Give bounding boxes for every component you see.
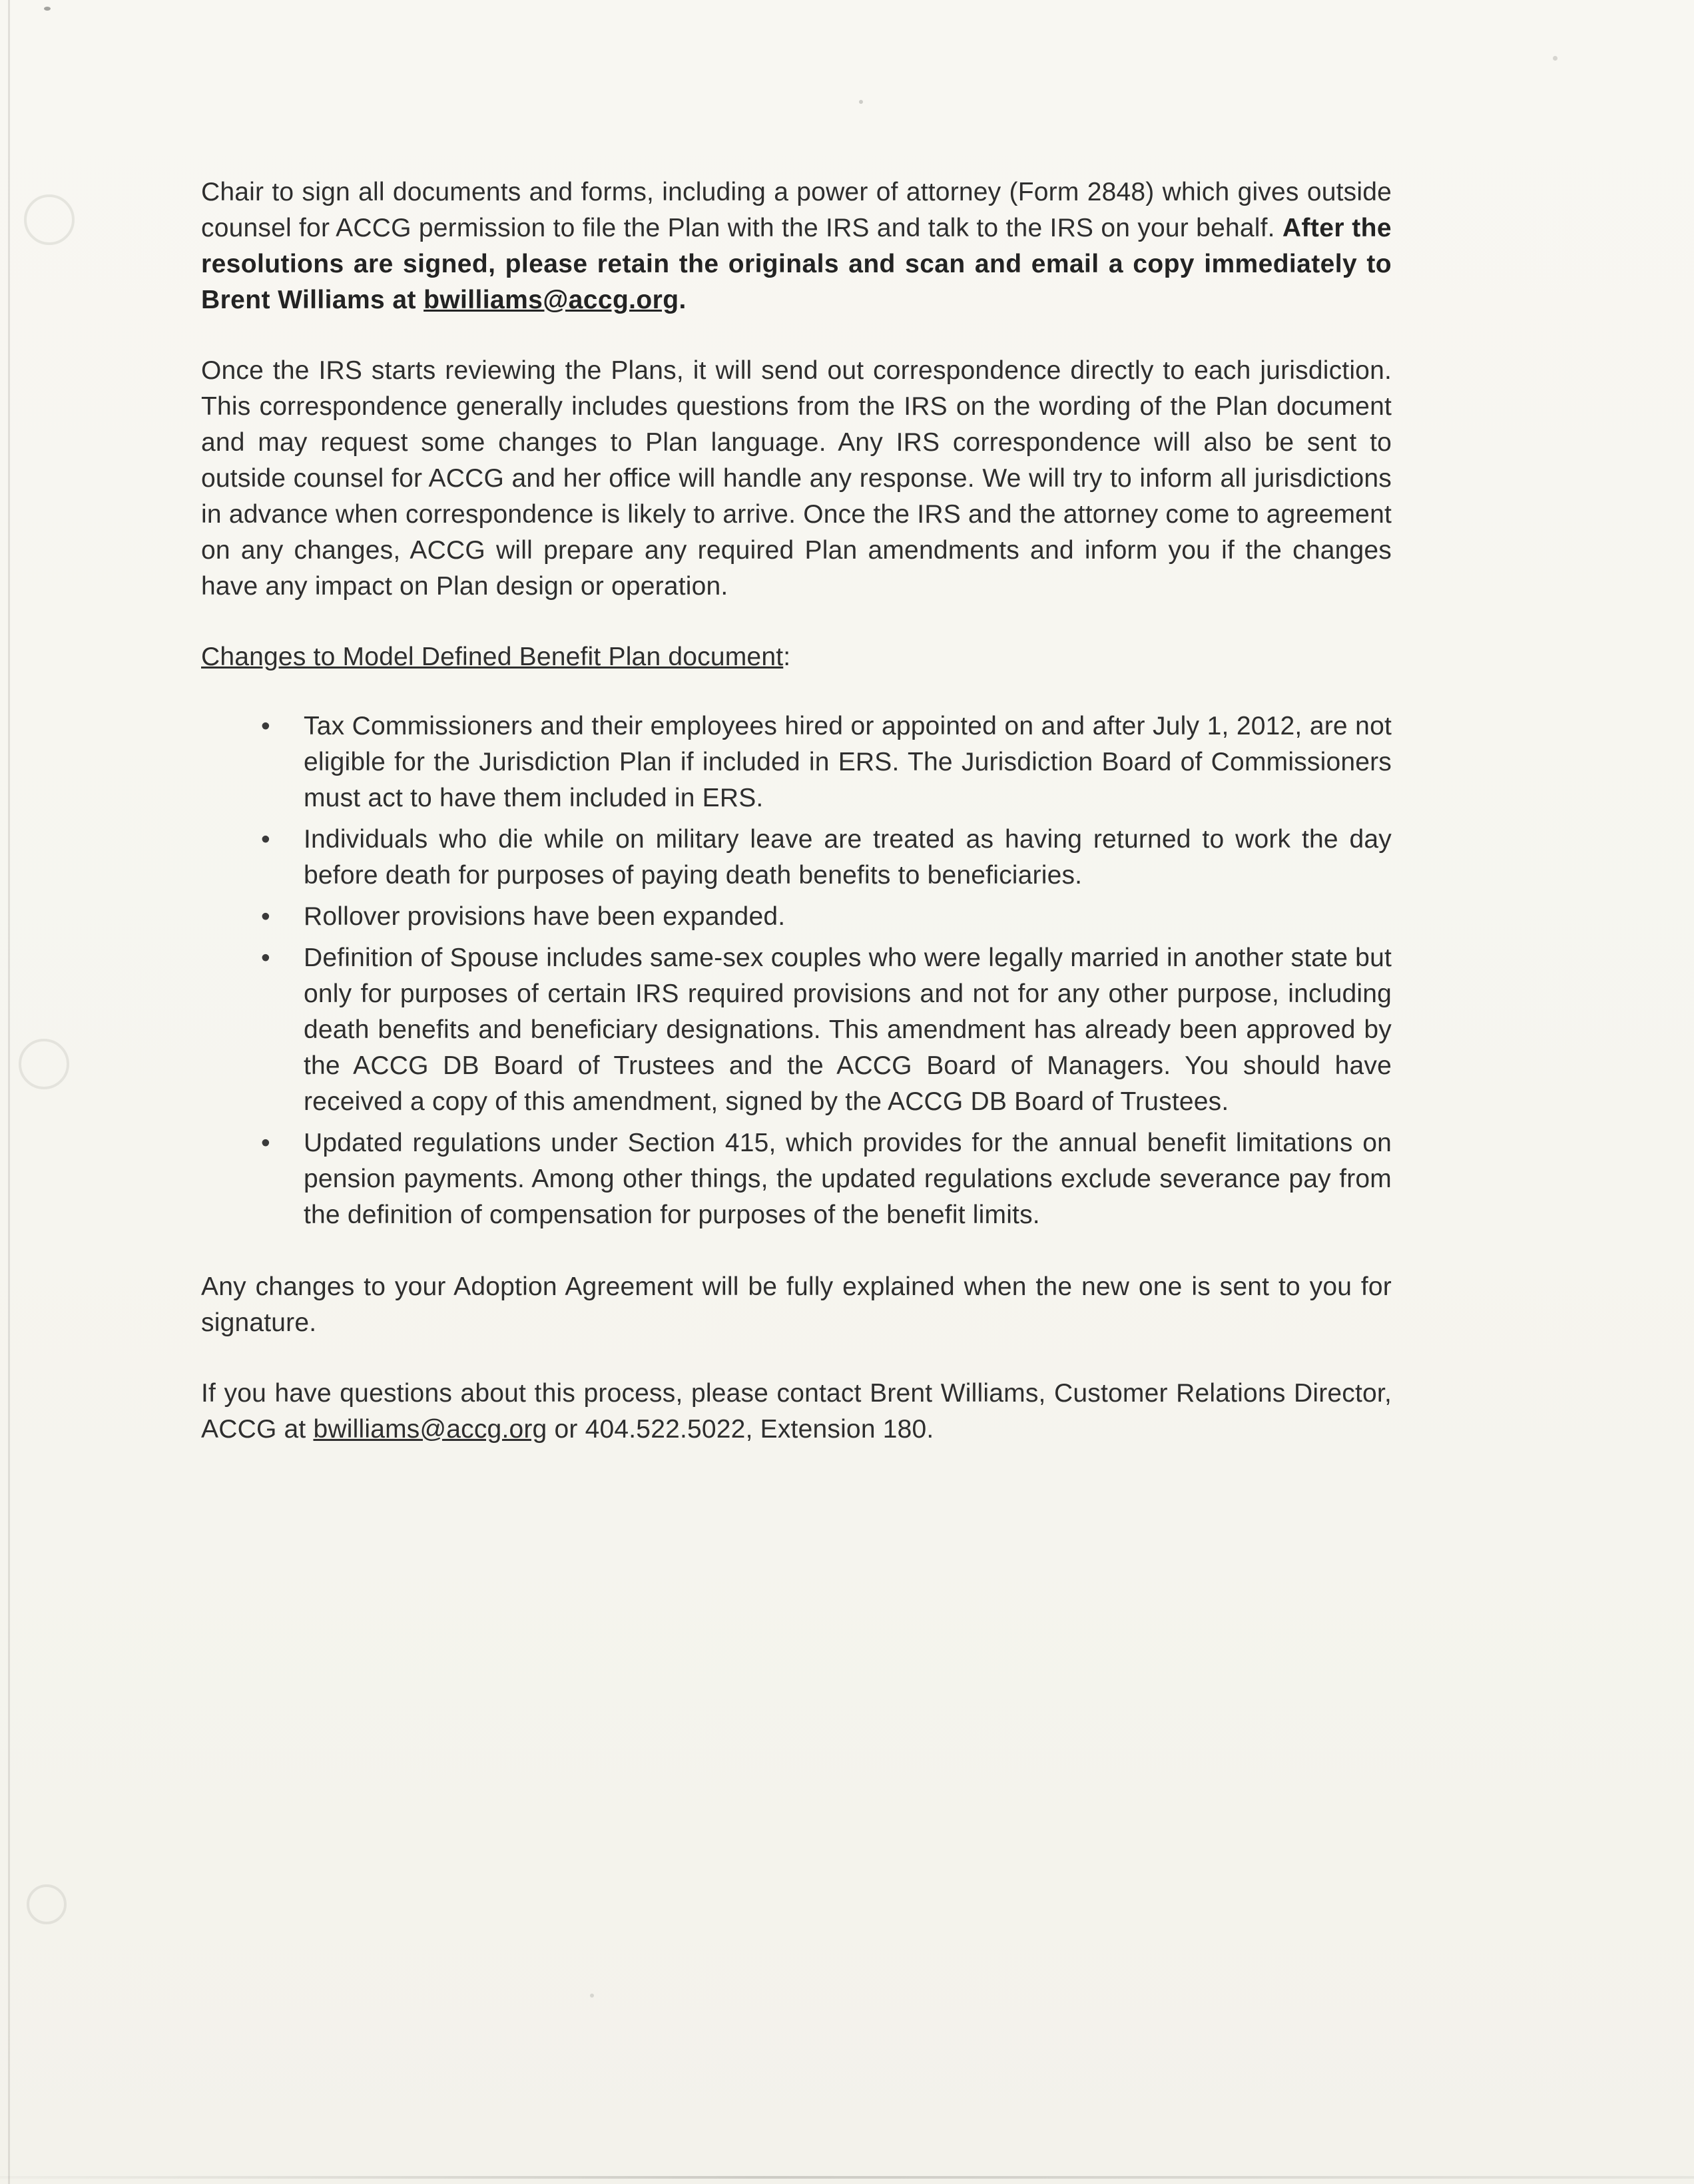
scan-edge-left	[8, 0, 10, 2184]
scan-edge-bottom	[0, 2176, 1694, 2179]
bullet-text-military-leave: Individuals who die while on military leave are treated as having returned to work the day before death for purposes of paying death benefits to beneficiaries.	[304, 825, 1392, 890]
paragraph-adoption-agreement: Any changes to your Adoption Agreement will be fully explained when the new one is sent to you for signature.	[201, 1272, 1392, 1337]
scan-speck	[1553, 56, 1557, 61]
section-heading-colon: :	[783, 643, 791, 671]
bullet-icon: •	[261, 825, 270, 854]
email-address-bold: bwilliams@accg.org	[424, 286, 679, 314]
punch-hole	[27, 1884, 67, 1924]
scan-speck	[44, 7, 51, 11]
bold-instruction-text: After the resolutions are signed, please retain the originals and scan and email a copy immediately to Brent Williams at	[201, 214, 1392, 314]
document-body	[201, 174, 1392, 1482]
bullet-text-rollover: Rollover provisions have been expanded.	[304, 902, 786, 931]
bullet-icon: •	[261, 712, 270, 740]
bullet-text-section-415: Updated regulations under Section 415, which provides for the annual benefit limitations on pension payments. Among other things, the updated regulations exclude severance pay from the definition of compensation for purposes of the benefit limits.	[304, 1129, 1392, 1229]
contact-text-pre: If you have questions about this process, please contact Brent Williams, Customer Relations Director, ACCG at	[201, 1379, 1392, 1444]
email-address-contact: bwilliams@accg.org	[313, 1415, 547, 1444]
contact-text-post: or 404.522.5022, Extension 180.	[547, 1415, 934, 1444]
list-item	[201, 899, 1392, 935]
bullet-text-spouse-definition: Definition of Spouse includes same-sex couples who were legally married in another state but only for purposes of certain IRS required provisions and not for any other purpose, including death benefits and beneficiary designations. This amendment has already been approved by the ACCG DB Board of Trustees and the ACCG Board of Managers. You should have received a copy of this amendment, signed by the ACCG DB Board of Trustees.	[304, 944, 1392, 1116]
scan-speck	[590, 1994, 594, 1998]
bullet-icon: •	[261, 944, 270, 972]
section-heading-text: Changes to Model Defined Benefit Plan document	[201, 643, 784, 671]
paragraph-irs-review: Once the IRS starts reviewing the Plans, it will send out correspondence directly to each jurisdiction. This correspondence generally includes questions from the IRS on the wording of the Plan document and may request some changes to Plan language. Any IRS correspondence will also be sent to outside counsel for ACCG and her office will handle any response. We will try to inform all jurisdictions in advance when correspondence is likely to arrive. Once the IRS and the attorney come to agreement on any changes, ACCG will prepare any required Plan amendments and inform you if the changes have any impact on Plan design or operation.	[201, 356, 1392, 601]
paragraph-signing-normal-text: Chair to sign all documents and forms, including a power of attorney (Form 2848) which gives outside counsel for ACCG permission to file the Plan with the IRS and talk to the IRS on your behalf.	[201, 178, 1392, 242]
bullet-text-tax-commissioners: Tax Commissioners and their employees hired or appointed on and after July 1, 2012, are not eligible for the Jurisdiction Plan if included in ERS. The Jurisdiction Board of Commissioners must act to have them included in ERS.	[304, 712, 1392, 812]
list-item	[201, 708, 1392, 816]
bold-period: .	[679, 286, 687, 314]
list-item	[201, 1125, 1392, 1233]
list-item	[201, 940, 1392, 1120]
list-item	[201, 822, 1392, 894]
scan-speck	[859, 100, 863, 104]
paragraph-signing-instructions	[201, 174, 1392, 318]
bullet-icon: •	[261, 1129, 270, 1157]
punch-hole	[19, 1039, 69, 1089]
section-heading	[201, 639, 1392, 675]
changes-bullet-list	[201, 708, 1392, 1233]
bullet-icon: •	[261, 902, 270, 931]
paragraph-contact	[201, 1376, 1392, 1448]
punch-hole	[24, 194, 75, 245]
